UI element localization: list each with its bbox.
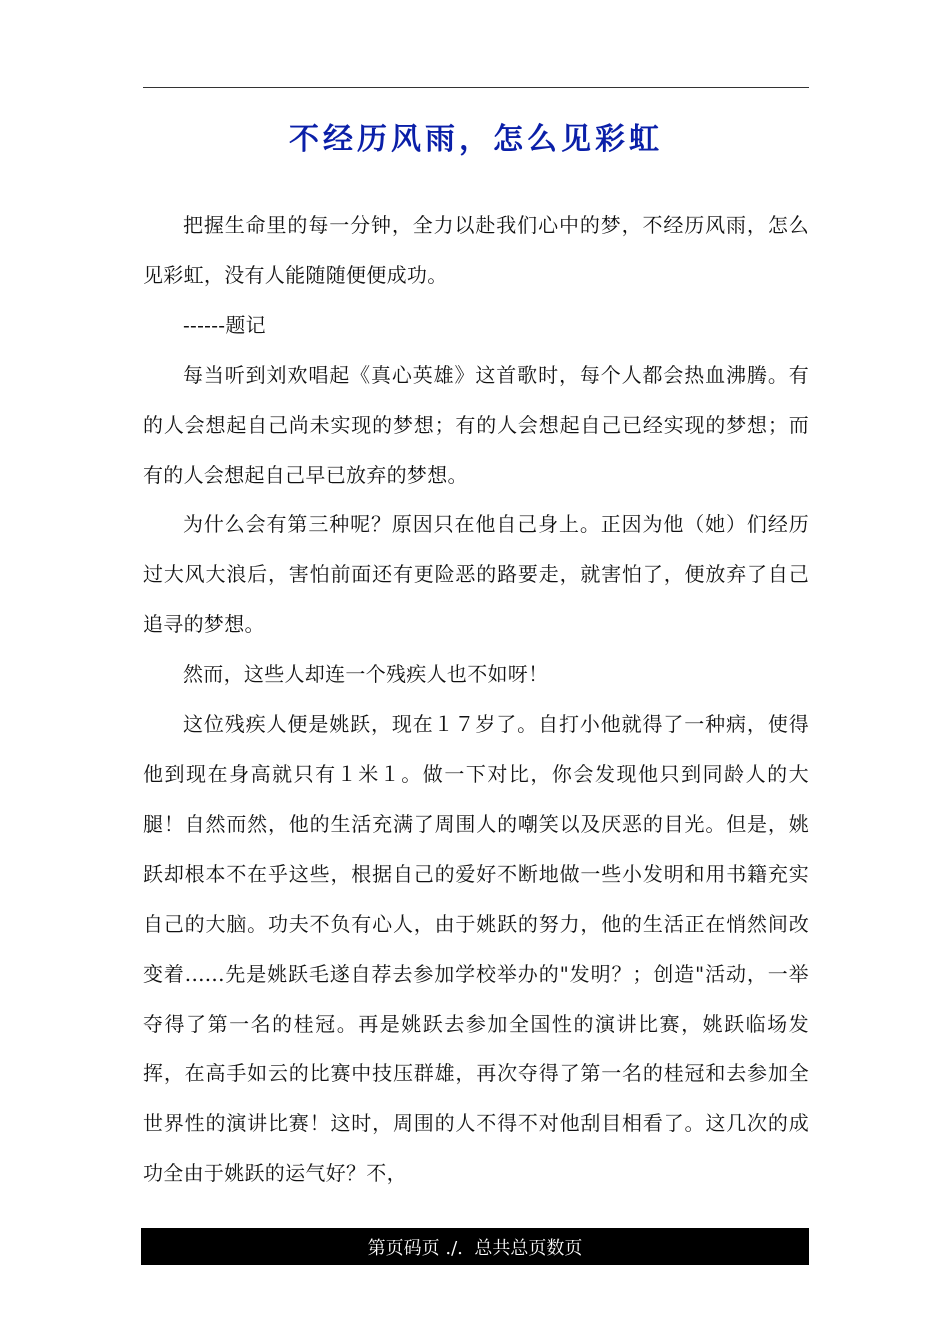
header-rule bbox=[143, 87, 809, 88]
paragraph-third-kind: 为什么会有第三种呢？原因只在他自己身上。正因为他（她）们经历过大风大浪后，害怕前面还有更险恶的路要走，就害怕了，便放弃了自己追寻的梦想。 bbox=[143, 512, 809, 637]
paragraph-epigraph: 把握生命里的每一分钟，全力以赴我们心中的梦，不经历风雨，怎么见彩虹，没有人能随随便便成功。 bbox=[143, 213, 809, 287]
document-body bbox=[143, 201, 809, 1199]
paragraph-yao-yue: 这位残疾人便是姚跃，现在１７岁了。自打小他就得了一种病，使得他到现在身高就只有１米１。做一下对比，你会发现他只到同龄人的大腿！自然而然，他的生活充满了周围人的嘲笑以及厌恶的目光。但是，姚跃却根本不在乎这些，根据自己的爱好不断地做一些小发明和用书籍充实自己的大脑。功夫不负有心人，由于姚跃的努力，他的生活正在悄然间改变着......先是姚跃毛遂自荐去参加学校举办的"发明？；创造"活动，一举夺得了第一名的桂冠。再是姚跃去参加全国性的演讲比赛，姚跃临场发挥，在高手如云的比赛中技压群雄，再次夺得了第一名的桂冠和去参加全世界性的演讲比赛！这时，周围的人不得不对他刮目相看了。这几次的成功全由于姚跃的运气好？不， bbox=[143, 712, 809, 1186]
page-footer bbox=[141, 1228, 809, 1265]
document-title: 不经历风雨，怎么见彩虹 bbox=[289, 122, 663, 157]
paragraph-song: 每当听到刘欢唱起《真心英雄》这首歌时，每个人都会热血沸腾。有的人会想起自己尚未实现的梦想；有的人会想起自己已经实现的梦想；而有的人会想起自己早已放弃的梦想。 bbox=[143, 362, 809, 487]
paragraph-epigraph-attribution: ------题记 bbox=[183, 312, 266, 337]
paragraph-however: 然而，这些人却连一个残疾人也不如呀！ bbox=[183, 662, 549, 687]
page-number-text: 第页码页 ./. 总共总页数页 bbox=[367, 1237, 583, 1259]
